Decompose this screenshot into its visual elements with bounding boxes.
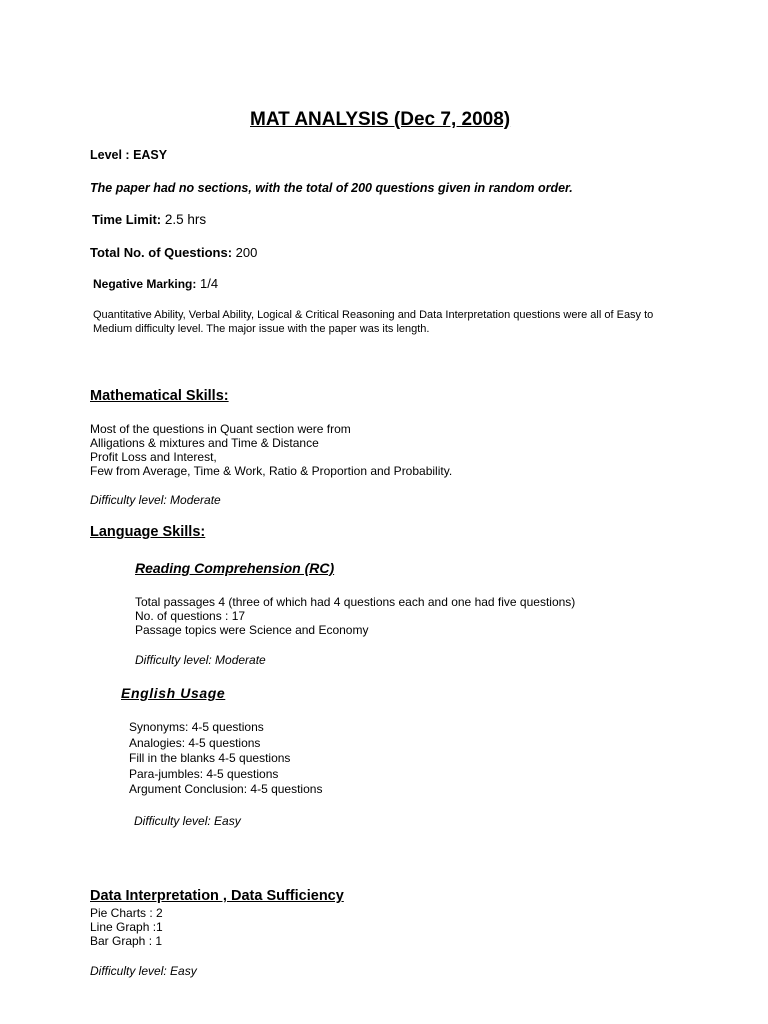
intro-statement: The paper had no sections, with the total of 200 questions given in random order. bbox=[90, 181, 573, 195]
negative-marking-label: Negative Marking: bbox=[93, 277, 197, 291]
time-limit-value: 2.5 hrs bbox=[161, 212, 207, 227]
negative-marking bbox=[93, 276, 218, 291]
di-difficulty: Difficulty level: Easy bbox=[90, 964, 197, 978]
document-title: MAT ANALYSIS (Dec 7, 2008) bbox=[250, 109, 511, 130]
usage-details bbox=[129, 720, 322, 798]
math-line: Profit Loss and Interest, bbox=[90, 450, 217, 464]
rc-line: No. of questions : 17 bbox=[135, 609, 246, 623]
math-line: Few from Average, Time & Work, Ratio & Proportion and Probability. bbox=[90, 464, 453, 478]
math-line: Most of the questions in Quant section were from bbox=[90, 422, 351, 436]
overview-paragraph: Quantitative Ability, Verbal Ability, Logical & Critical Reasoning and Data Interpretation questions were all of Easy to Medium difficulty level. The major issue with the paper was its length. bbox=[93, 309, 654, 335]
rc-heading: Reading Comprehension (RC) bbox=[135, 560, 335, 576]
math-difficulty: Difficulty level: Moderate bbox=[90, 493, 221, 507]
negative-marking-value: 1/4 bbox=[196, 276, 219, 291]
time-limit-label: Time Limit: bbox=[92, 212, 162, 227]
total-questions bbox=[90, 245, 257, 260]
di-details bbox=[90, 906, 163, 948]
language-heading: Language Skills: bbox=[90, 524, 206, 540]
usage-line: Para-jumbles: 4-5 questions bbox=[129, 766, 279, 781]
usage-line: Argument Conclusion: 4-5 questions bbox=[129, 782, 323, 796]
rc-details bbox=[135, 595, 575, 637]
usage-line: Synonyms: 4-5 questions bbox=[129, 720, 264, 734]
di-line: Pie Charts : 2 bbox=[90, 906, 163, 920]
di-line: Line Graph :1 bbox=[90, 920, 163, 934]
total-questions-label: Total No. of Questions: bbox=[90, 245, 233, 260]
math-heading: Mathematical Skills: bbox=[90, 388, 229, 404]
di-heading: Data Interpretation , Data Sufficiency bbox=[90, 888, 344, 904]
usage-line: Analogies: 4-5 questions bbox=[129, 735, 261, 750]
total-questions-value: 200 bbox=[232, 245, 258, 260]
time-limit bbox=[92, 212, 206, 227]
exam-level: Level : EASY bbox=[90, 148, 168, 162]
usage-difficulty: Difficulty level: Easy bbox=[134, 814, 241, 828]
rc-line: Passage topics were Science and Economy bbox=[135, 623, 369, 637]
math-topics bbox=[90, 422, 452, 478]
di-line: Bar Graph : 1 bbox=[90, 934, 163, 948]
usage-heading: English Usage bbox=[121, 685, 226, 701]
rc-line: Total passages 4 (three of which had 4 questions each and one had five questions) bbox=[135, 595, 576, 609]
rc-difficulty: Difficulty level: Moderate bbox=[135, 653, 266, 667]
usage-line: Fill in the blanks 4-5 questions bbox=[129, 751, 291, 765]
math-line: Alligations & mixtures and Time & Distance bbox=[90, 436, 319, 450]
